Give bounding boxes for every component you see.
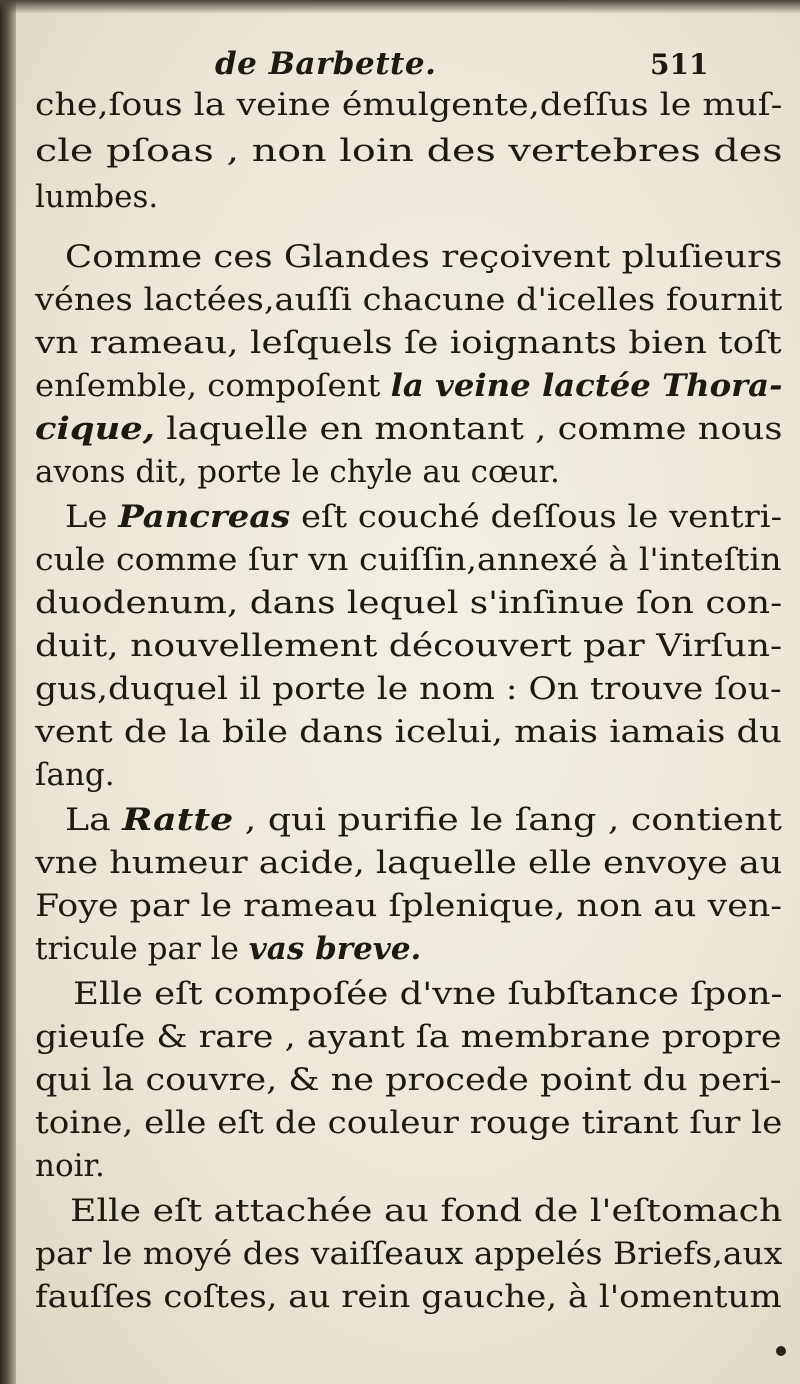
text-line: [35, 712, 782, 752]
text-line: [35, 1103, 782, 1143]
text-run: gieuſe & rare , ayant ſa membrane propre: [35, 1019, 782, 1055]
text-run: vénes lactées,auſſi chacune d'icelles fournit: [35, 282, 783, 318]
italic-term: la veine lactée Thora-: [390, 368, 783, 404]
text-line: [35, 85, 782, 125]
text-line: [35, 1017, 782, 1057]
text-run: eſt couché deſſous le ventri-: [290, 499, 783, 535]
italic-term: Ratte: [122, 802, 234, 838]
text-run: duit, nouvellement découvert par Virſun-: [35, 628, 783, 664]
page-number: 511: [650, 48, 709, 81]
text-line: [65, 497, 782, 537]
text-line: [35, 323, 782, 363]
text-run: fauſſes coſtes, au rein gauche, à l'omentum: [35, 1279, 782, 1315]
text-line: [70, 1191, 782, 1231]
text-line: [35, 540, 782, 580]
text-run: laquelle en montant , comme nous: [155, 411, 783, 447]
text-run: Elle eſt compoſée d'vne ſubſtance ſpon-: [73, 976, 783, 1012]
text-run: enſemble, compoſent: [35, 368, 391, 404]
text-line: [35, 1146, 105, 1186]
text-line: [65, 800, 782, 840]
text-run: duodenum, dans lequel s'inſinue ſon con-: [35, 585, 783, 621]
ink-speck: [776, 1346, 786, 1356]
text-run: noir.: [35, 1148, 105, 1184]
text-run: lumbes.: [35, 179, 159, 215]
text-run: avons dit, porte le chyle au cœur.: [35, 454, 560, 490]
text-run: qui la couvre, & ne procede point du peri-: [35, 1062, 782, 1098]
running-title: de Barbette.: [215, 46, 437, 82]
text-line: [35, 177, 158, 217]
text-run: cle pſoas , non loin des vertebres des: [35, 133, 783, 169]
text-line: [35, 409, 783, 449]
text-run: Le: [65, 499, 119, 535]
text-line: [35, 626, 782, 666]
text-line: [73, 974, 783, 1014]
text-line: [35, 669, 782, 709]
italic-term: cique,: [35, 411, 156, 447]
book-binding: [0, 0, 16, 1384]
text-line: [65, 237, 782, 277]
text-run: toine, elle eſt de couleur rouge tirant ſur le: [35, 1105, 783, 1141]
italic-term: Pancreas: [118, 499, 291, 535]
text-run: Comme ces Glandes reçoivent pluſieurs: [65, 239, 783, 275]
text-run: vn rameau, leſquels ſe ioignants bien toſt: [35, 325, 782, 361]
text-line: [35, 366, 782, 406]
text-run: gus,duquel il porte le nom : On trouve ſou-: [35, 671, 782, 707]
text-line: [35, 280, 782, 320]
italic-term: vas breve.: [248, 931, 422, 967]
text-line: [35, 1277, 782, 1317]
text-run: tricule par le: [35, 931, 249, 967]
page-top-shadow: [0, 0, 800, 14]
text-run: vne humeur acide, laquelle elle envoye au: [35, 845, 783, 881]
text-run: Foye par le rameau ſplenique, non au ven-: [35, 888, 783, 924]
text-run: cule comme ſur vn cuiſſin,annexé à l'inteſtin: [35, 542, 782, 578]
text-line: [35, 131, 783, 171]
text-line: [35, 755, 115, 795]
text-run: La: [65, 802, 123, 838]
text-run: Elle eſt attachée au fond de l'eſtomach: [70, 1193, 783, 1229]
text-line: [35, 843, 782, 883]
text-line: [35, 452, 560, 492]
text-run: ſang.: [35, 757, 115, 793]
text-line: [35, 1060, 782, 1100]
text-line: [35, 929, 421, 969]
text-run: che,ſous la veine émulgente,deſſus le muſ-: [35, 87, 783, 123]
text-run: par le moyé des vaiſſeaux appelés Briefs,aux: [35, 1236, 783, 1272]
text-line: [35, 1234, 782, 1274]
text-run: , qui purifie le ſang , contient: [233, 802, 783, 838]
text-line: [35, 886, 782, 926]
text-line: [35, 583, 782, 623]
text-run: vent de la bile dans icelui, mais iamais du: [35, 714, 782, 750]
